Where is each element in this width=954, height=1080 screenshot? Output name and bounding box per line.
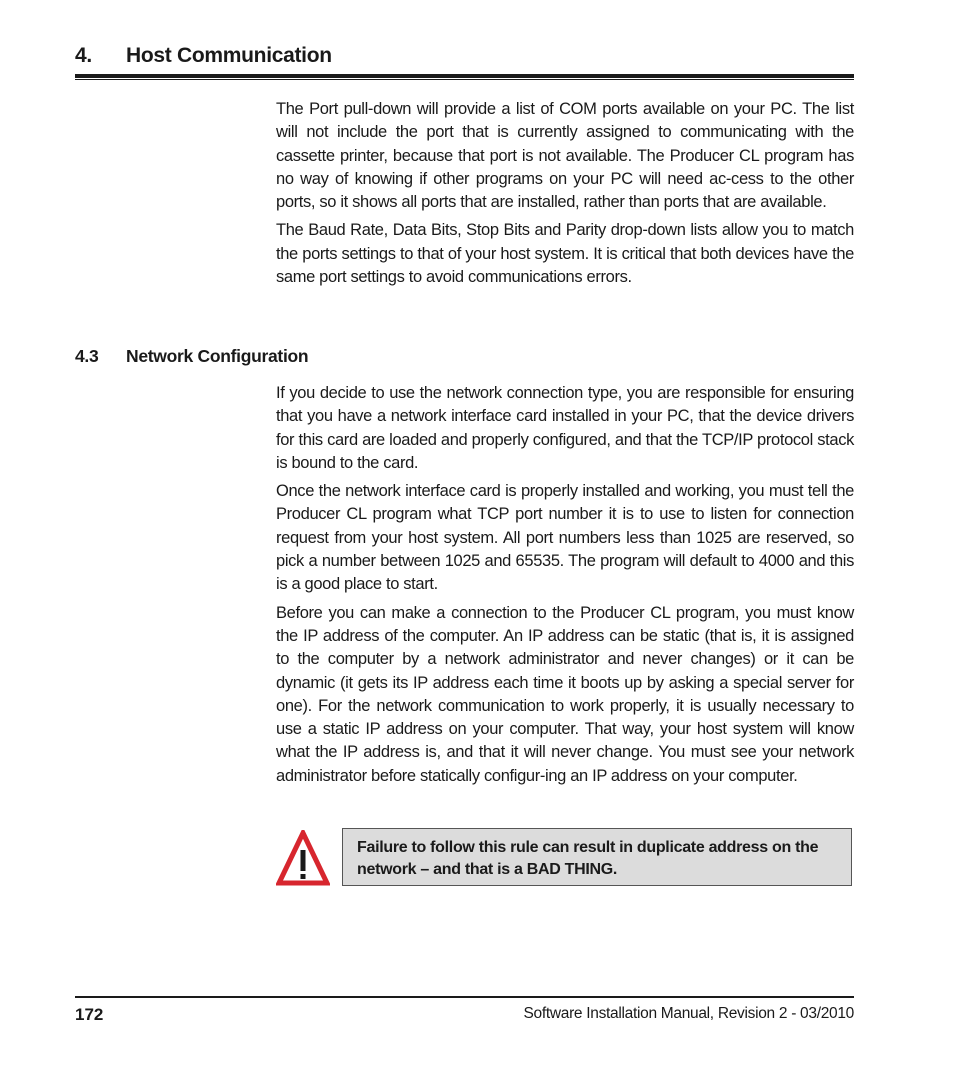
intro-text-block	[276, 98, 854, 294]
warning-callout	[342, 828, 852, 886]
warning-triangle-icon	[276, 830, 330, 886]
section-number: 4.3	[75, 346, 99, 366]
header-rule-thin	[75, 79, 854, 80]
footer-document-title: Software Installation Manual, Revision 2 - 03/2010	[523, 1005, 854, 1022]
paragraph: Once the network interface card is properly installed and working, you must tell the Producer CL program what TCP port number it is to use to listen for connection request from your host system. All port numbers less than 1025 are reserved, so pick a number between 1025 and 65535. The program will default to 4000 and this is a good place to start.	[276, 482, 854, 594]
paragraph: The Port pull-down will provide a list of COM ports available on your PC. The list will not include the port that is currently assigned to communicating with the cassette printer, because that port is not available. The Producer CL program has no way of knowing if other programs on your PC will need ac-cess to the other ports, so it shows all ports that are installed, rather than ports that are available.	[276, 100, 854, 212]
page-number: 172	[75, 1005, 104, 1024]
header-rule	[75, 74, 854, 78]
paragraph: Before you can make a connection to the Producer CL program, you must know the IP address of the computer. An IP address can be static (that is, it is assigned to the computer by a network administrator and never changes) or it can be dynamic (it gets its IP address each time it boots up by asking a special server for one). For the network communication to work properly, it is usually necessary to use a static IP address on your computer. That way, your host system will know what the IP address is, and that it will never change. You must see your network administrator before statically configur-ing an IP address on your computer.	[276, 603, 854, 785]
footer-rule	[75, 996, 854, 998]
section-text-block	[276, 382, 854, 793]
warning-text: Failure to follow this rule can result in duplicate address on the network – and that is a BAD THING.	[357, 839, 819, 878]
chapter-header	[75, 44, 854, 72]
chapter-number: 4.	[75, 44, 92, 67]
chapter-title: Host Communication	[126, 44, 332, 67]
section-title: Network Configuration	[126, 346, 309, 366]
paragraph: If you decide to use the network connection type, you are responsible for ensuring that you have a network interface card installed in your PC, that the device drivers for this card are loaded and properly configured, and that the TCP/IP protocol stack is bound to the card.	[276, 384, 854, 472]
paragraph: The Baud Rate, Data Bits, Stop Bits and Parity drop-down lists allow you to match the ports settings to that of your host system. It is critical that both devices have the same port settings to avoid communications errors.	[276, 221, 854, 287]
